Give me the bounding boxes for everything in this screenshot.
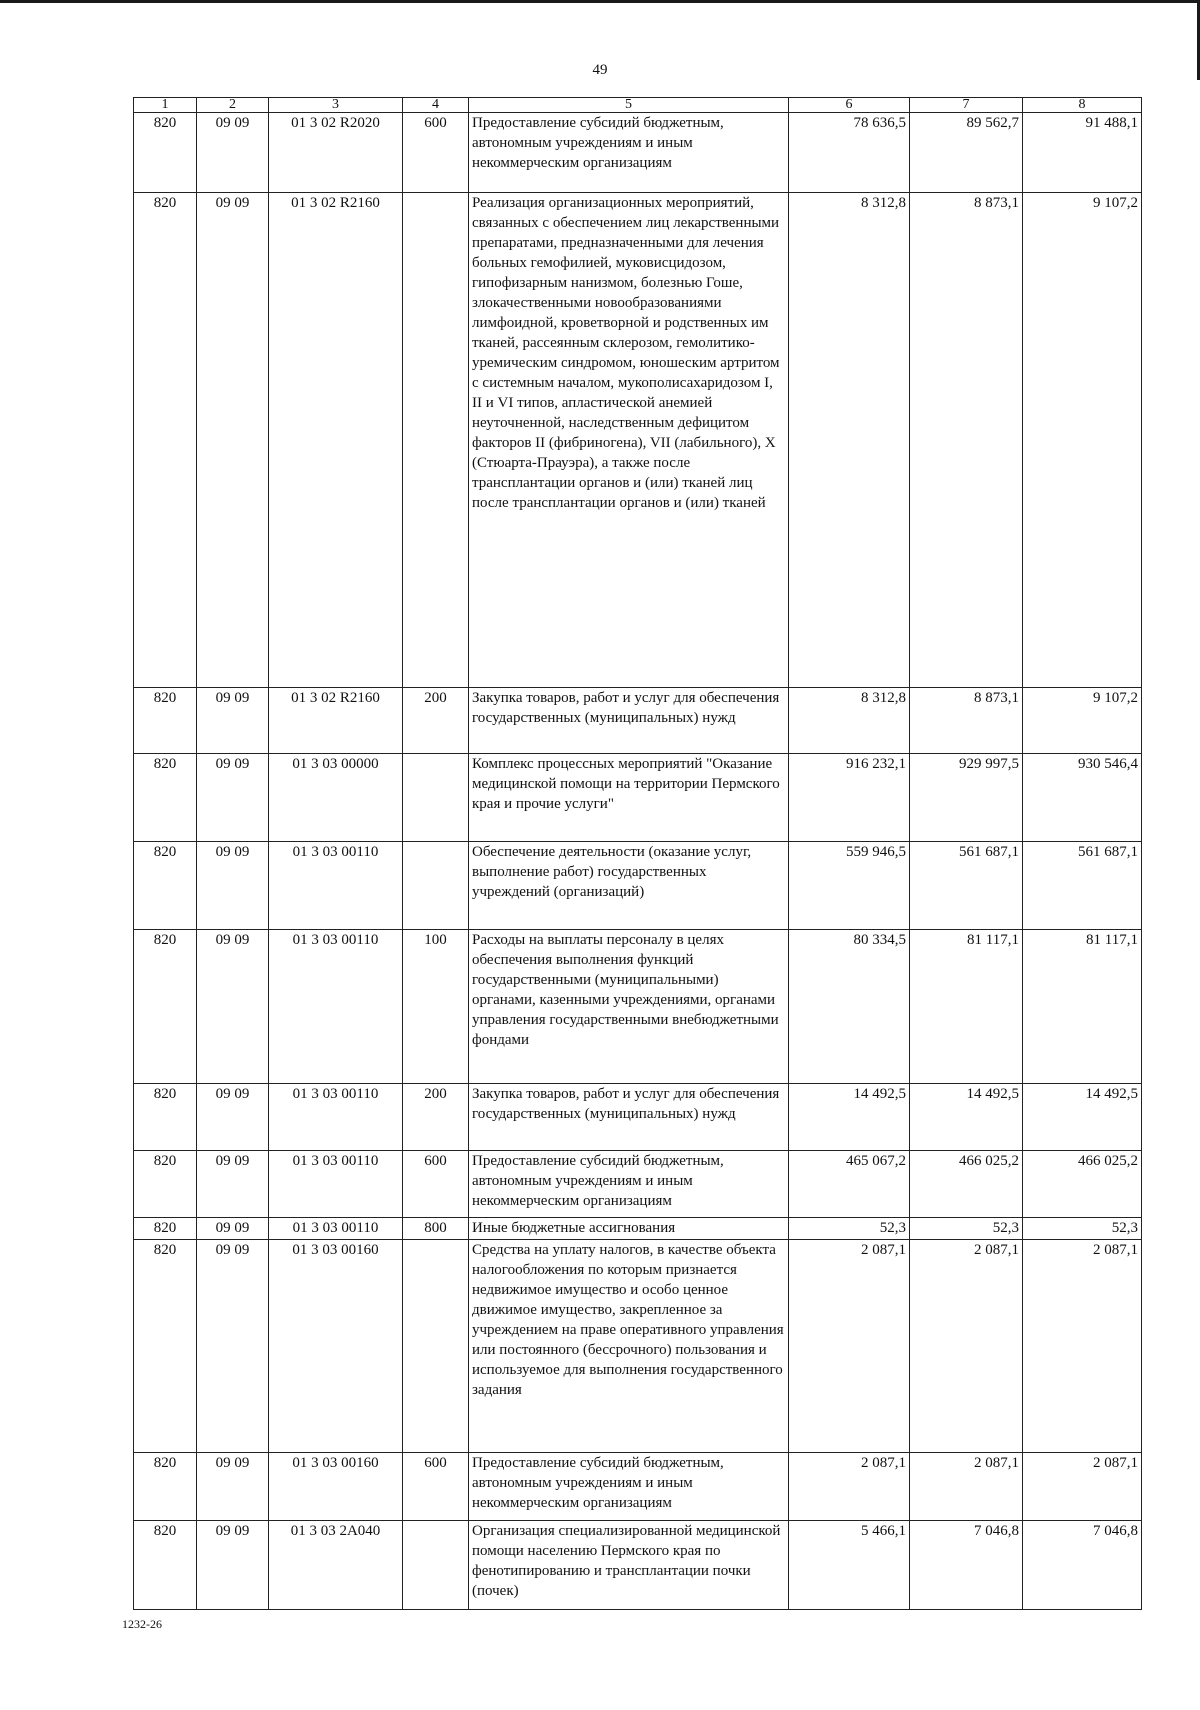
target-article-cell: 01 3 03 00160	[269, 1453, 403, 1521]
budget-table	[133, 97, 1142, 1610]
amount-cell: 14 492,5	[1023, 1084, 1142, 1151]
ministry-code-cell: 820	[134, 1453, 197, 1521]
table-row	[134, 688, 1142, 754]
ministry-code-cell: 820	[134, 842, 197, 930]
table-row	[134, 113, 1142, 193]
amount-cell: 7 046,8	[1023, 1521, 1142, 1610]
amount-cell: 52,3	[910, 1218, 1023, 1240]
section-code-cell: 09 09	[197, 754, 269, 842]
ministry-code-cell: 820	[134, 1151, 197, 1218]
column-header: 3	[269, 98, 403, 113]
section-code-cell: 09 09	[197, 1218, 269, 1240]
ministry-code-cell: 820	[134, 930, 197, 1084]
expense-type-cell: 200	[403, 688, 469, 754]
scan-border-top	[0, 0, 1200, 3]
table-row	[134, 1240, 1142, 1453]
amount-cell: 52,3	[789, 1218, 910, 1240]
page-number: 49	[592, 62, 608, 78]
ministry-code-cell: 820	[134, 1084, 197, 1151]
description-cell: Расходы на выплаты персоналу в целях обеспечения выполнения функций государственными (муниципальными) органами, казенными учреждениями, органами управления государственными внебюджетными фондами	[469, 930, 789, 1084]
expense-type-cell: 200	[403, 1084, 469, 1151]
amount-cell: 78 636,5	[789, 113, 910, 193]
target-article-cell: 01 3 03 00110	[269, 1084, 403, 1151]
ministry-code-cell: 820	[134, 113, 197, 193]
description-cell: Предоставление субсидий бюджетным, автономным учреждениям и иным некоммерческим организациям	[469, 1151, 789, 1218]
amount-cell: 8 873,1	[910, 688, 1023, 754]
table-row	[134, 754, 1142, 842]
amount-cell: 2 087,1	[1023, 1453, 1142, 1521]
ministry-code-cell: 820	[134, 1240, 197, 1453]
section-code-cell: 09 09	[197, 1084, 269, 1151]
amount-cell: 929 997,5	[910, 754, 1023, 842]
section-code-cell: 09 09	[197, 1240, 269, 1453]
amount-cell: 2 087,1	[1023, 1240, 1142, 1453]
target-article-cell: 01 3 03 00160	[269, 1240, 403, 1453]
table-row	[134, 1521, 1142, 1610]
column-header: 4	[403, 98, 469, 113]
amount-cell: 2 087,1	[910, 1240, 1023, 1453]
expense-type-cell: 100	[403, 930, 469, 1084]
column-header: 1	[134, 98, 197, 113]
description-cell: Обеспечение деятельности (оказание услуг, выполнение работ) государственных учреждений (организаций)	[469, 842, 789, 930]
expense-type-cell	[403, 754, 469, 842]
amount-cell: 2 087,1	[789, 1453, 910, 1521]
expense-type-cell	[403, 842, 469, 930]
table-row	[134, 1218, 1142, 1240]
amount-cell: 8 312,8	[789, 193, 910, 688]
table-row	[134, 1151, 1142, 1218]
target-article-cell: 01 3 03 00000	[269, 754, 403, 842]
amount-cell: 52,3	[1023, 1218, 1142, 1240]
amount-cell: 91 488,1	[1023, 113, 1142, 193]
amount-cell: 8 873,1	[910, 193, 1023, 688]
amount-cell: 2 087,1	[910, 1453, 1023, 1521]
description-cell: Иные бюджетные ассигнования	[469, 1218, 789, 1240]
description-cell: Закупка товаров, работ и услуг для обеспечения государственных (муниципальных) нужд	[469, 1084, 789, 1151]
amount-cell: 916 232,1	[789, 754, 910, 842]
section-code-cell: 09 09	[197, 1521, 269, 1610]
description-cell: Средства на уплату налогов, в качестве объекта налогообложения по которым признается недвижимое имущество и особо ценное движимое имущество, закрепленное за учреждением на праве оперативного управления или постоянного (бессрочного) пользования и используемое для выполнения государственного задания	[469, 1240, 789, 1453]
target-article-cell: 01 3 03 00110	[269, 842, 403, 930]
column-header: 5	[469, 98, 789, 113]
column-header: 2	[197, 98, 269, 113]
amount-cell: 14 492,5	[910, 1084, 1023, 1151]
amount-cell: 559 946,5	[789, 842, 910, 930]
table-row	[134, 842, 1142, 930]
description-cell: Комплекс процессных мероприятий "Оказание медицинской помощи на территории Пермского края и прочие услуги"	[469, 754, 789, 842]
amount-cell: 80 334,5	[789, 930, 910, 1084]
section-code-cell: 09 09	[197, 842, 269, 930]
column-header: 6	[789, 98, 910, 113]
expense-type-cell: 600	[403, 1151, 469, 1218]
amount-cell: 5 466,1	[789, 1521, 910, 1610]
target-article-cell: 01 3 03 00110	[269, 1218, 403, 1240]
description-cell: Предоставление субсидий бюджетным, автономным учреждениям и иным некоммерческим организациям	[469, 113, 789, 193]
expense-type-cell: 600	[403, 1453, 469, 1521]
expense-type-cell	[403, 193, 469, 688]
document-code: 1232-26	[122, 1617, 162, 1631]
amount-cell: 561 687,1	[1023, 842, 1142, 930]
target-article-cell: 01 3 02 R2160	[269, 688, 403, 754]
amount-cell: 8 312,8	[789, 688, 910, 754]
target-article-cell: 01 3 03 00110	[269, 930, 403, 1084]
amount-cell: 466 025,2	[1023, 1151, 1142, 1218]
ministry-code-cell: 820	[134, 193, 197, 688]
section-code-cell: 09 09	[197, 930, 269, 1084]
amount-cell: 9 107,2	[1023, 688, 1142, 754]
amount-cell: 89 562,7	[910, 113, 1023, 193]
table-row	[134, 1084, 1142, 1151]
target-article-cell: 01 3 03 2А040	[269, 1521, 403, 1610]
expense-type-cell: 800	[403, 1218, 469, 1240]
column-header: 7	[910, 98, 1023, 113]
amount-cell: 81 117,1	[910, 930, 1023, 1084]
amount-cell: 2 087,1	[789, 1240, 910, 1453]
amount-cell: 7 046,8	[910, 1521, 1023, 1610]
amount-cell: 930 546,4	[1023, 754, 1142, 842]
column-header: 8	[1023, 98, 1142, 113]
expense-type-cell	[403, 1240, 469, 1453]
description-cell: Организация специализированной медицинской помощи населению Пермского края по фенотипированию и трансплантации почки (почек)	[469, 1521, 789, 1610]
amount-cell: 561 687,1	[910, 842, 1023, 930]
section-code-cell: 09 09	[197, 1151, 269, 1218]
ministry-code-cell: 820	[134, 754, 197, 842]
target-article-cell: 01 3 02 R2020	[269, 113, 403, 193]
amount-cell: 465 067,2	[789, 1151, 910, 1218]
table-row	[134, 930, 1142, 1084]
ministry-code-cell: 820	[134, 688, 197, 754]
table-header-row	[134, 98, 1142, 113]
expense-type-cell: 600	[403, 113, 469, 193]
expense-type-cell	[403, 1521, 469, 1610]
section-code-cell: 09 09	[197, 688, 269, 754]
ministry-code-cell: 820	[134, 1521, 197, 1610]
amount-cell: 9 107,2	[1023, 193, 1142, 688]
amount-cell: 466 025,2	[910, 1151, 1023, 1218]
ministry-code-cell: 820	[134, 1218, 197, 1240]
table-row	[134, 1453, 1142, 1521]
target-article-cell: 01 3 03 00110	[269, 1151, 403, 1218]
description-cell: Предоставление субсидий бюджетным, автономным учреждениям и иным некоммерческим организациям	[469, 1453, 789, 1521]
description-cell: Закупка товаров, работ и услуг для обеспечения государственных (муниципальных) нужд	[469, 688, 789, 754]
target-article-cell: 01 3 02 R2160	[269, 193, 403, 688]
amount-cell: 14 492,5	[789, 1084, 910, 1151]
amount-cell: 81 117,1	[1023, 930, 1142, 1084]
section-code-cell: 09 09	[197, 193, 269, 688]
description-cell: Реализация организационных мероприятий, связанных с обеспечением лиц лекарственными препаратами, предназначенными для лечения больных гемофилией, муковисцидозом, гипофизарным нанизмом, болезнью Гоше, злокачественными новообразованиями лимфоидной, кроветворной и родственных им тканей, рассеянным склерозом, гемолитико-уремическим синдромом, юношеским артритом с системным началом, мукополисахаридозом I, II и VI типов, апластической анемией неуточненной, наследственным дефицитом факторов II (фибриногена), VII (лабильного), X (Стюарта-Прауэра), а также после трансплантации органов и (или) тканей лиц после трансплантации органов и (или) тканей	[469, 193, 789, 688]
table-row	[134, 193, 1142, 688]
section-code-cell: 09 09	[197, 113, 269, 193]
section-code-cell: 09 09	[197, 1453, 269, 1521]
